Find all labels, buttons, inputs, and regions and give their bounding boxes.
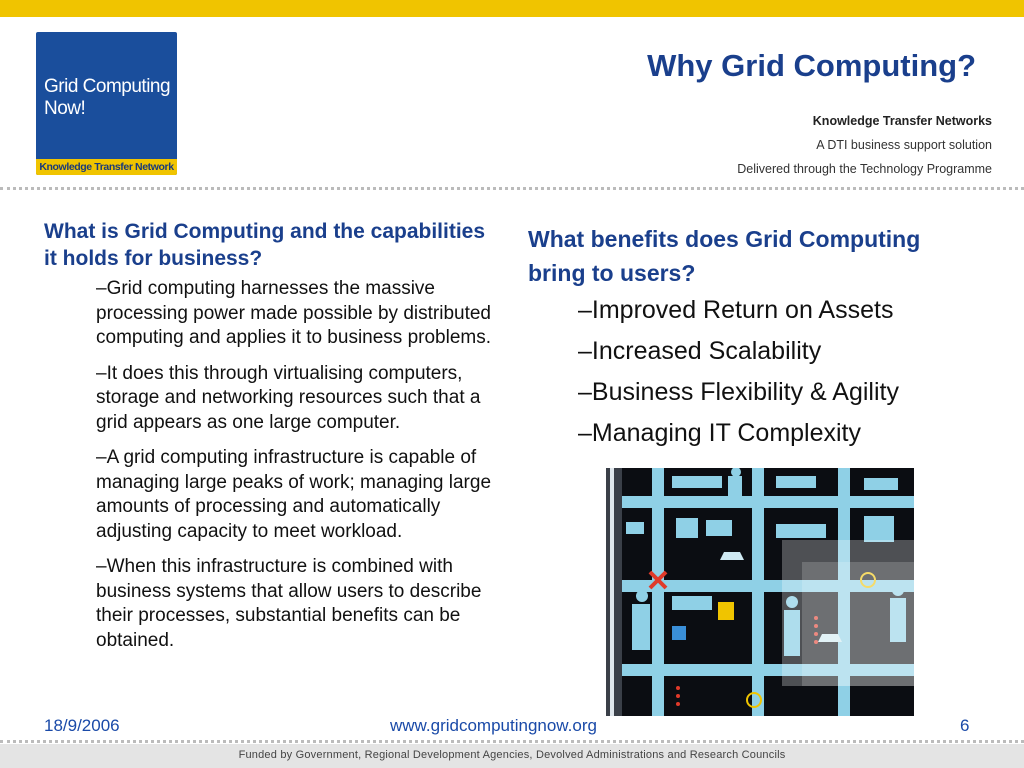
slide-title: Why Grid Computing? [647,48,976,83]
left-column [44,218,494,664]
left-bullet-1: –Grid computing harnesses the massive processing power made possible by distributed computing and applies it to business problems. [96,278,492,348]
left-bullet-4: –When this infrastructure is combined with business systems that allow users to describe their processes, substantial benefits can be obtained. [96,556,482,651]
right-bullet-1: –Improved Return on Assets [578,296,894,324]
footer-divider [0,740,1024,743]
ktn-line-1: Knowledge Transfer Networks [812,114,992,128]
left-bullet-2: –It does this through virtualising computers, storage and networking resources such that a grid appears as one large computer. [96,362,481,433]
footer-date: 18/9/2006 [44,716,120,735]
header-divider [0,187,1024,190]
logo-text: Grid Computing Now! [44,76,171,119]
right-column [528,222,968,460]
ktn-line-2: A DTI business support solution [816,138,992,152]
ktn-tagline [737,109,992,181]
funding-note: Funded by Government, Regional Development Agencies, Devolved Administrations and Research Councils [0,744,1024,768]
grid-illustration [606,468,914,716]
left-heading: What is Grid Computing and the capabilities it holds for business? [44,220,486,270]
ktn-line-3: Delivered through the Technology Programme [737,162,992,176]
top-accent-bar [0,0,1024,17]
grid-computing-now-logo [36,32,177,175]
logo-strip: Knowledge Transfer Network [36,159,177,175]
right-bullet-3: –Business Flexibility & Agility [578,378,899,406]
right-bullet-2: –Increased Scalability [578,337,822,365]
footer-url-link[interactable]: www.gridcomputingnow.org [390,716,597,735]
right-bullet-4: –Managing IT Complexity [578,419,862,447]
left-bullet-3: –A grid computing infrastructure is capable of managing large peaks of work; managing large amounts of processing and automatically adjusting capacity to meet workload. [96,447,492,542]
page-number: 6 [960,716,970,735]
right-heading: What benefits does Grid Computing bring to users? [528,226,921,286]
